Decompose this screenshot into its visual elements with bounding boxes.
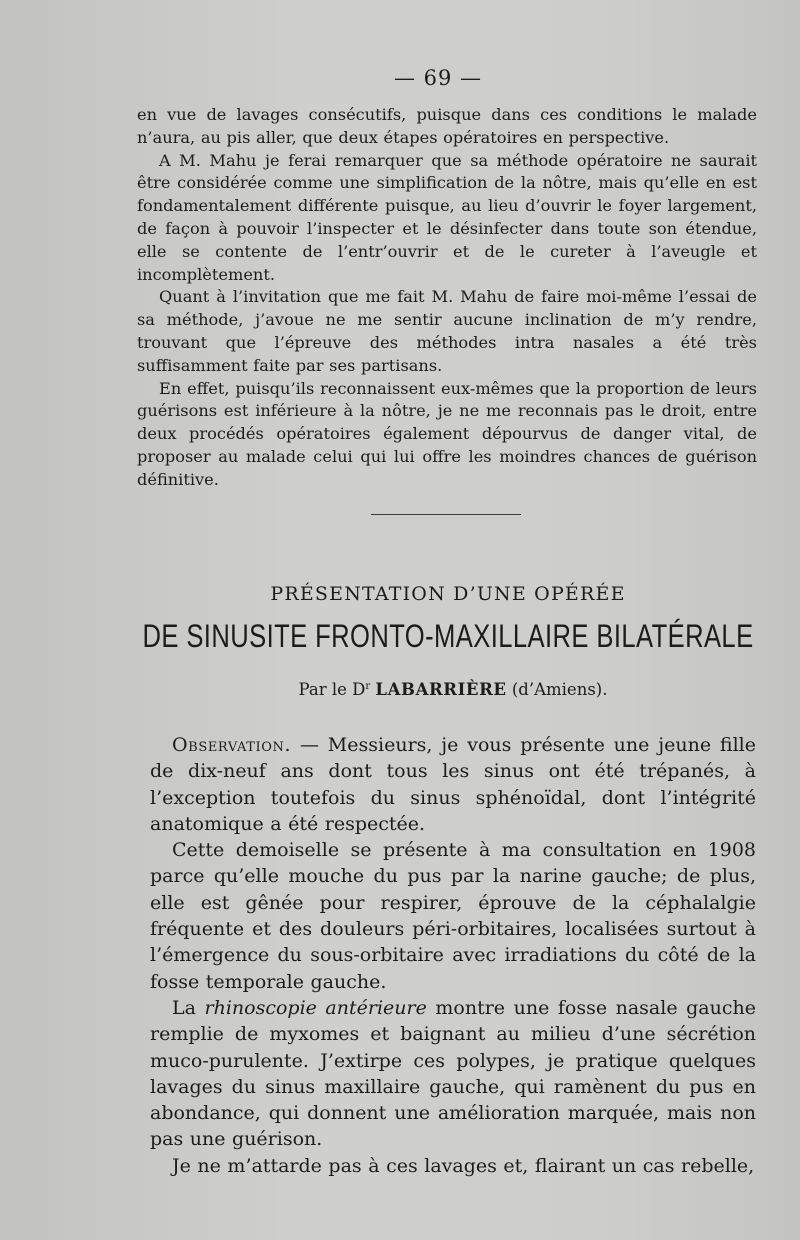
byline-prefix: Par le D	[298, 680, 366, 699]
previous-article-conclusion	[137, 104, 757, 492]
rhinoscopy-text: montre une fosse nasale gauche remplie de myxomes et baignant au milieu d’une sécrétion muco-purulente. J’extirpe ces polypes, je pratique quelques lavages du sinus maxillaire gauche, qui ramènent du pus en abondance, qui donnent une amélioration marquée, mais non pas une guérison.	[150, 996, 756, 1151]
rhinoscopy-prefix: La	[172, 996, 196, 1019]
rhinoscopy-term: rhinoscopie antérieure	[204, 996, 427, 1019]
article-title-line1: PRÉSENTATION D’UNE OPÉRÉE	[270, 583, 626, 605]
paragraph-rhinoscopy	[150, 995, 756, 1153]
article-body	[150, 732, 756, 1179]
article-title-line2: DE SINUSITE FRONTO-MAXILLAIRE BILATÉRALE	[142, 618, 754, 654]
byline-superscript: r	[365, 681, 371, 692]
byline-suffix: (d’Amiens).	[511, 680, 608, 699]
paragraph-mahu-remark: A M. Mahu je ferai remarquer que sa méthode opératoire ne saurait être considérée comme une simplification de la nôtre, mais qu’elle en est fondamentalement différente puisque, au lieu d’ouvrir le foyer largement, de façon à pouvoir l’inspecter et le désinfecter dans toute son étendue, elle se contente de l’entr’ouvrir et de le cureter à l’aveugle et incomplètement.	[137, 150, 757, 284]
paragraph-lavages: Je ne m’attarde pas à ces lavages et, flairant un cas rebelle,	[172, 1154, 755, 1177]
paragraph-consultation: Cette demoiselle se présente à ma consultation en 1908 parce qu’elle mouche du pus par la narine gauche; de plus, elle est gênée pour respirer, éprouve de la céphalalgie fréquente et des douleurs péri-orbitaires, localisées surtout à l’émergence du sous-orbitaire avec irradiations du côté de la fosse temporale gauche.	[150, 839, 756, 993]
observation-label: Observation.	[172, 734, 292, 756]
paragraph-observation	[150, 732, 756, 837]
page-number: — 69 —	[393, 66, 483, 90]
paragraph-invitation: Quant à l’invitation que me fait M. Mahu de faire moi-même l’essai de sa méthode, j’avoue ne me sentir aucune inclination de m’y rendre, trouvant que l’épreuve des méthodes intra nasales a été très suffisamment faite par ses partisans.	[137, 287, 757, 375]
observation-text: — Messieurs, je vous présente une jeune fille de dix-neuf ans dont tous les sinus ont été trépanés, à l’exception toutefois du sinus sphénoïdal, dont l’intégrité anatomique a été respectée.	[150, 734, 756, 835]
paragraph-conclusion: En effet, puisqu’ils reconnaissent eux-mêmes que la proportion de leurs guérisons est inférieure à la nôtre, je ne me reconnais pas le droit, entre deux procédés opératoires également dépourvus de danger vital, de proposer au malade celui qui lui offre les moindres chances de guérison définitive.	[137, 378, 757, 489]
article-byline	[0, 680, 800, 699]
section-divider	[371, 514, 521, 515]
paragraph-continuation: en vue de lavages consécutifs, puisque dans ces conditions le malade n’aura, au pis aller, que deux étapes opératoires en perspective.	[137, 105, 757, 147]
byline-author: LABARRIÈRE	[375, 680, 507, 699]
